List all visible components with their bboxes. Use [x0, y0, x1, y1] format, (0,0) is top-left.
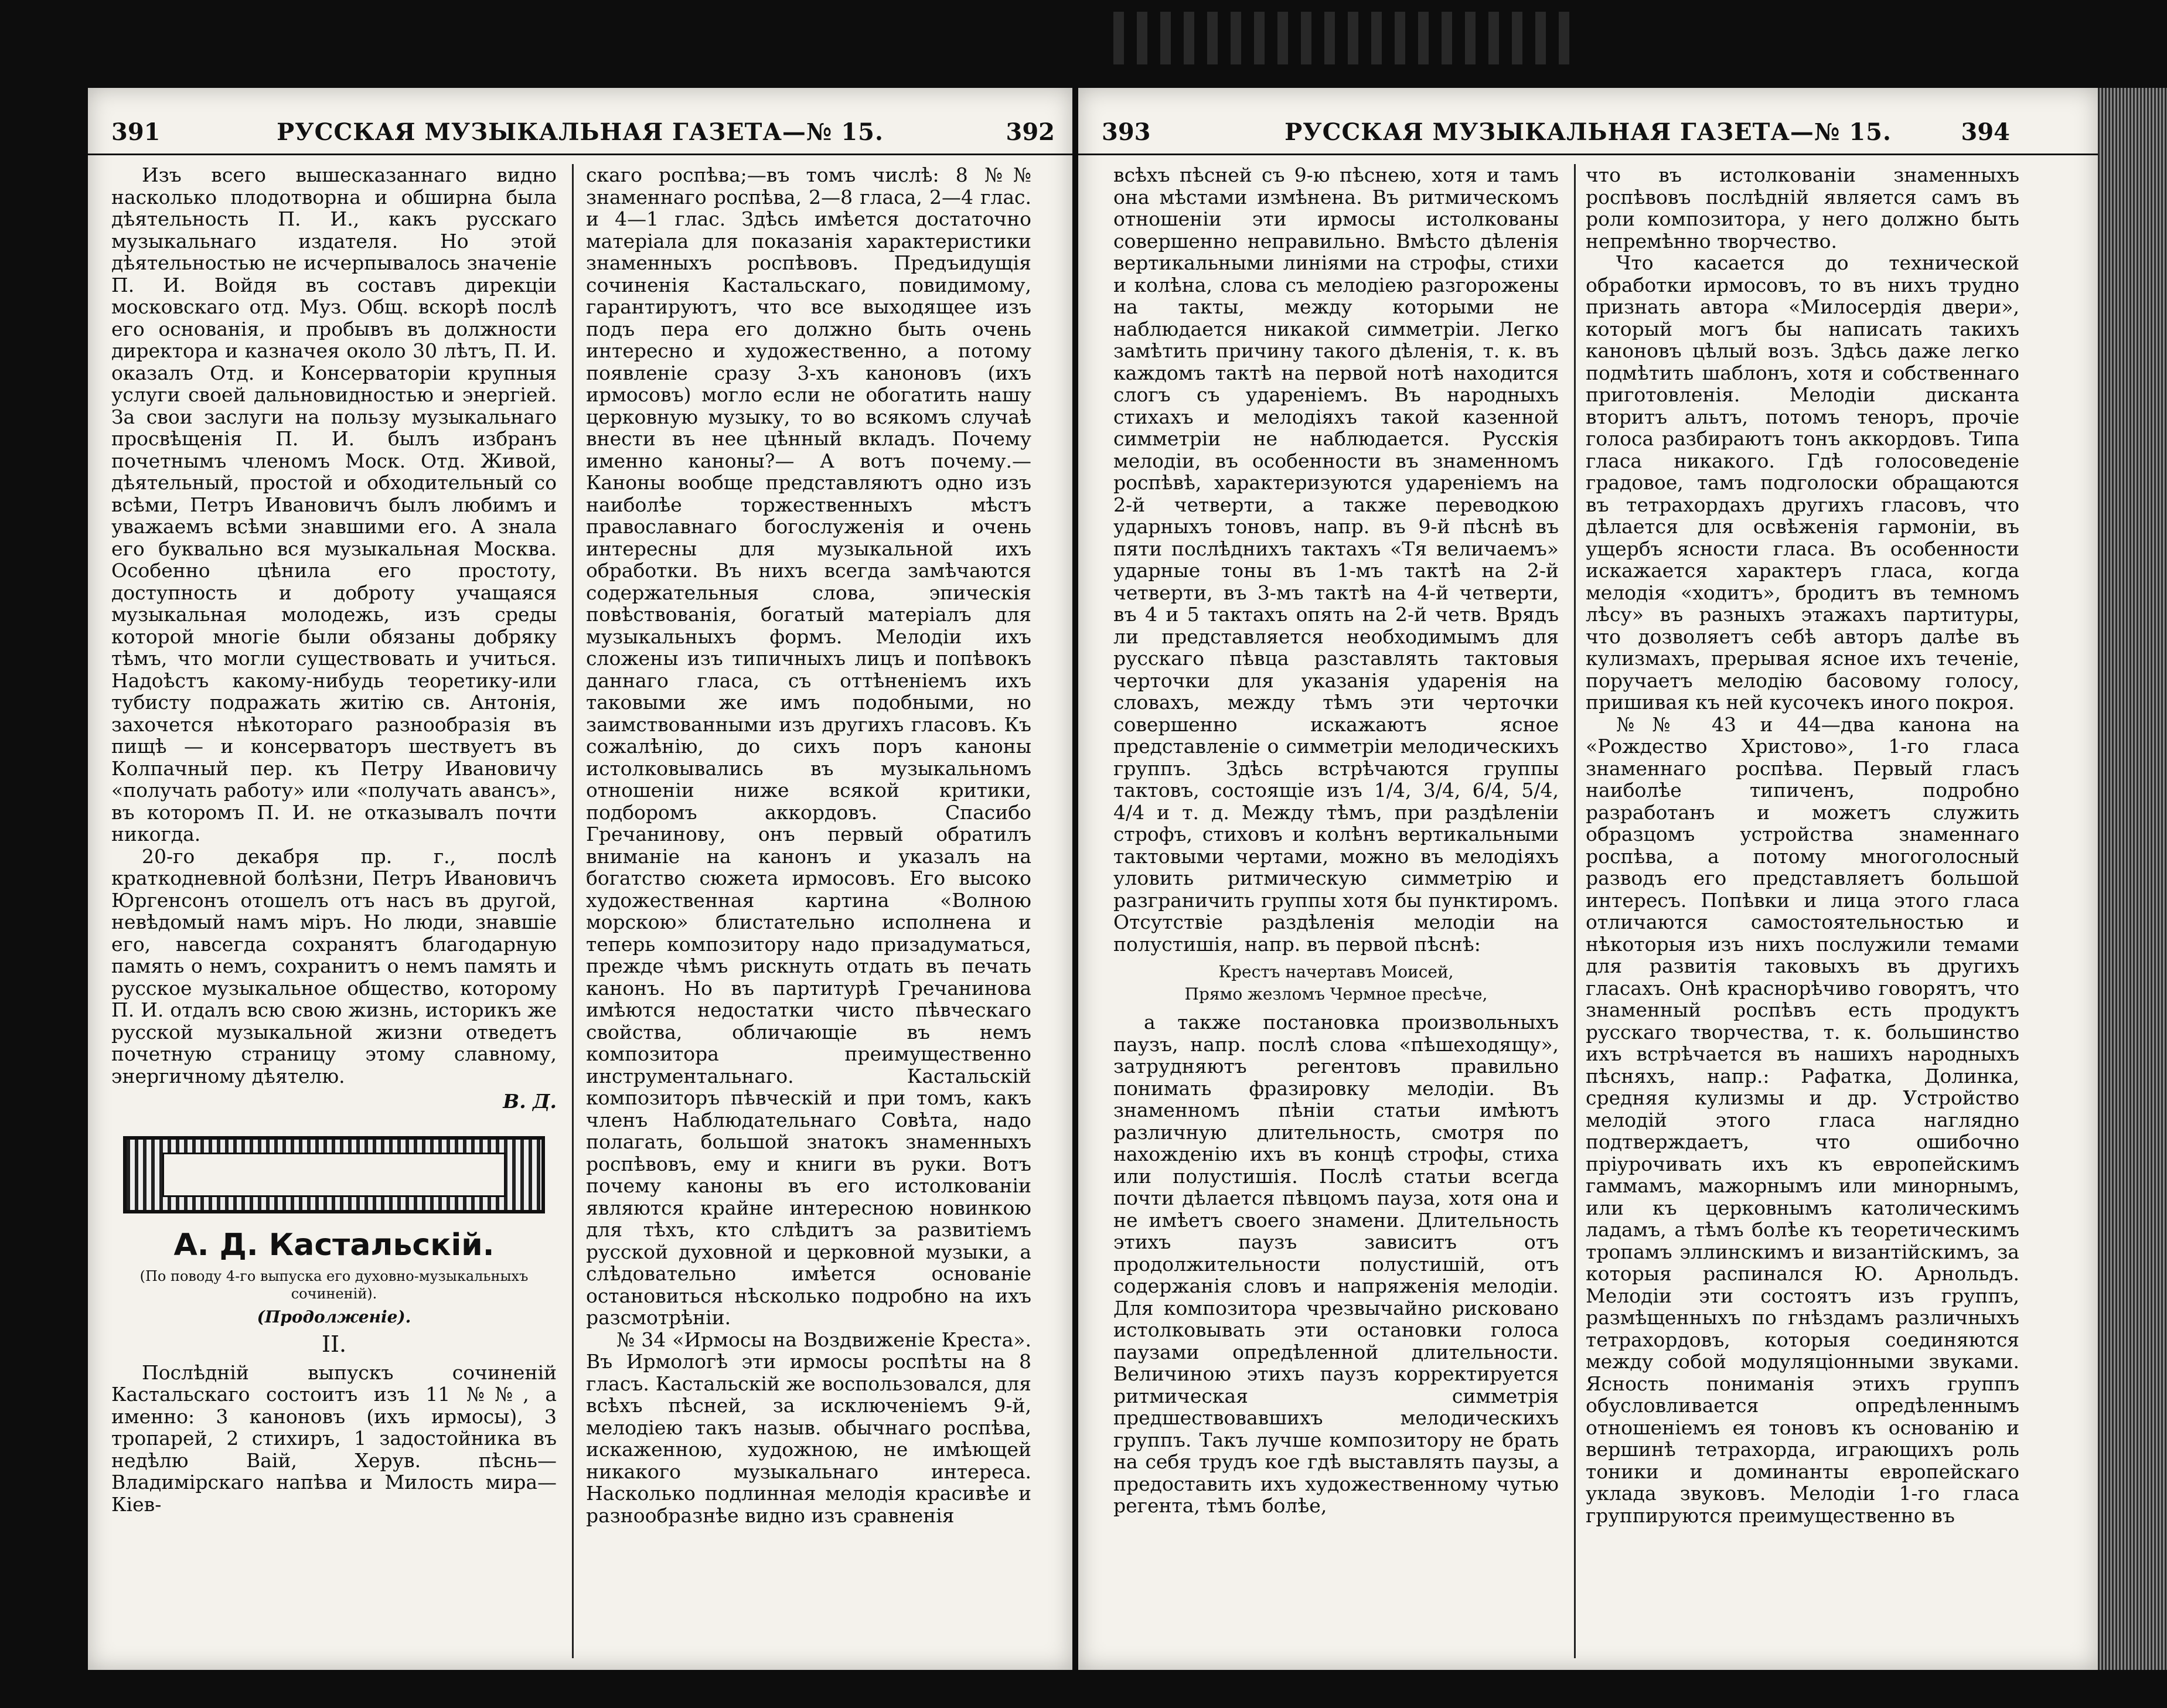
paragraph: Послѣдній выпускъ сочиненій Кастальскаго состоитъ изъ 11 №№, а именно: 3 каноновъ (ихъ ирмосы), 3 тропарей, 2 стихиръ, 1 задостойника въ недѣлю Ваій, Херув. пѣснь— Владимірскаго напѣва и Милость мира—Кіев- [111, 1361, 557, 1516]
paragraph: всѣхъ пѣсней съ 9-ю пѣснею, хотя и тамъ она мѣстами измѣнена. Въ ритмическомъ отношеніи эти ирмосы истолкованы совершенно неправильно. Вмѣсто дѣленія вертикальными линіями на строфы, стихи и колѣна, слова съ мелодіею разгорожены на такты, между которыми не наблюдается никакой симметріи. Легко замѣтить причину такого дѣленія, т. к. въ каждомъ тактѣ на первой нотѣ находится слогъ съ удареніемъ. Въ народныхъ стихахъ и мелодіяхъ такой казенной симметріи не наблюдается. Русскія мелодіи, въ особенности въ знаменномъ роспѣвѣ, характеризуются удареніемъ на 2-й четверти, а также переводкою ударныхъ тоновъ, напр. въ 9-й пѣснѣ въ пяти послѣднихъ тактахъ «Тя величаемъ» ударные тоны въ 1-мъ тактѣ на 2-й четверти, въ 3-мъ тактѣ на 4-й четверти, въ 4 и 5 тактахъ опять на 2-й четв. Врядъ ли представляется необходимымъ для русскаго пѣвца разставлять тактовыя черточки для указанія ударенія на словахъ, между тѣмъ эти черточки совершенно искажаютъ ясное представленіе о симметріи мелодическихъ группъ. Здѣсь встрѣчаются группы тактовъ, состоящіе изъ 1/4, 3/4, 6/4, 5/4, 4/4 и т. д. Между тѣмъ, при раздѣленіи строфъ, стиховъ и колѣнъ вертикальными тактовыми чертами, можно въ мелодіяхъ уловить ритмическую симметрію и разграничить группы хотя бы пунктиромъ. Отсутствіе раздѣленія мелодіи на полустишія, напр. въ первой пѣснѣ: [1113, 164, 1559, 956]
right-page-column-2 [1586, 164, 2019, 1658]
paragraph: №№ 43 и 44—два канона на «Рождество Христово», 1-го гласа знаменнаго роспѣва. Первый гласъ наиболѣе типиченъ, подробно разработанъ и можетъ служить образцомъ устройства знаменнаго роспѣва, а потому многоголосный разводъ его представляетъ большой интересъ. Попѣвки и лица этого гласа отличаются самостоятельностью и нѣкоторыя изъ нихъ послужили темами для развитія таковыхъ въ другихъ гласахъ. Онѣ краснорѣчиво говорятъ, что знаменный роспѣвъ есть продуктъ русскаго творчества, т. к. большинство ихъ встрѣчается въ нашихъ народныхъ пѣсняхъ, напр.: Рафатка, Долинка, средняя кулизмы и др. Устройство мелодій этого гласа наглядно подтверждаетъ, что ошибочно пріурочивать ихъ къ европейскимъ гаммамъ, мажорнымъ или минорнымъ, или къ церковнымъ католическимъ ладамъ, а тѣмъ болѣе къ теоретическимъ тропамъ эллинскимъ и византійскимъ, за которыя распинался Ю. Арнольдъ. Мелодіи эти состоятъ изъ группъ, размѣщенныхъ по гнѣздамъ различныхъ тетрахордовъ, которыя соединяются между собой модуляціонными звуками. Ясность пониманія этихъ группъ обусловливается опредѣленнымъ отношеніемъ ея тоновъ къ основанію и вершинѣ тетрахорда, играющихъ роль тоники и доминанты европейскаго уклада звуковъ. Мелодіи 1-го гласа группируются преимущественно въ [1586, 712, 2019, 1527]
article-section-number: II. [321, 1331, 347, 1357]
column-rule [572, 164, 574, 1658]
page-number-391: 391 [111, 118, 161, 146]
left-page-header [88, 118, 1072, 155]
verse-line: Прямо жезломъ Чермное пресѣче, [1184, 984, 1488, 1004]
page-number-393: 393 [1102, 118, 1151, 146]
newspaper-title: РУССКАЯ МУЗЫКАЛЬНАЯ ГАЗЕТА—№ 15. [277, 118, 884, 146]
left-page-column-1 [111, 164, 557, 1658]
paragraph: 20-го декабря пр. г., послѣ краткодневной болѣзни, Петръ Ивановичъ Юргенсонъ отошелъ отъ насъ въ другой, невѣдомый намъ міръ. Но люди, знавшіе его, навсегда сохранятъ благодарную память о немъ, сохранитъ о немъ память и русское музыкальное общество, которому П. И. отдалъ всю свою жизнь, историкъ же русской музыкальной жизни отведетъ почетную страницу этому славному, энергичному дѣятелю. [111, 844, 557, 1087]
verse-line: Крестъ начертавъ Моисей, [1218, 962, 1454, 981]
paragraph: а также постановка произвольныхъ паузъ, напр. послѣ слова «пѣшеходящу», затрудняютъ регентовъ правильно понимать фразировку мелодіи. Въ знаменномъ пѣніи статьи имѣютъ различную длительность, смотря по нахожденію ихъ въ концѣ строфы, стиха или полустишія. Послѣ статьи всегда почти дѣлается пѣвцомъ пауза, хотя она и не имѣетъ своего знамени. Длительность этихъ паузъ зависитъ отъ продолжительности полустишій, отъ содержанія словъ и напряженія мелодіи. Для композитора чрезвычайно рисковано истолковывать эти остановки голоса паузами опредѣленной длительности. Величиною этихъ паузъ корректируется ритмическая симметрія предшествовавшихъ мелодическихъ группъ. Такъ лучше композитору не брать на себя трудъ кое гдѣ выставлять паузы, а предоставить ихъ художественному чутью регента, тѣмъ болѣе, [1113, 1011, 1559, 1517]
article-continued: (Продолженіе). [257, 1307, 411, 1327]
right-page [1078, 88, 2098, 1670]
article-subtitle: (По поводу 4-го выпуска его духовно-музыкальныхъ сочиненій). [139, 1267, 529, 1302]
page-number-394: 394 [1961, 118, 2010, 146]
scan-artifact [1113, 12, 1582, 64]
left-page [88, 88, 1072, 1670]
paragraph: скаго роспѣва;—въ томъ числѣ: 8 №№ знаменнаго роспѣва, 2—8 гласа, 2—4 глас. и 4—1 глас. Здѣсь имѣется достаточно матеріала для показанія характеристики знаменныхъ роспѣвовъ. Предъидущія сочиненія Кастальскаго, повидимому, гарантируютъ, что все выходящее изъ подъ пера его должно быть очень интересно и художественно, а потому появленіе сразу 3-хъ каноновъ (ихъ ирмосовъ) могло если не обогатить нашу церковную музыку, то во всякомъ случаѣ внести въ нее цѣнный вкладъ. Почему именно каноны?— А вотъ почему.—Каноны вообще представляютъ одно изъ наиболѣе торжественныхъ мѣстъ православнаго богослуженія и очень интересны для музыкальной ихъ обработки. Въ нихъ всегда замѣчаются содержательныя слова, эпическія повѣствованія, богатый матеріалъ для музыкальныхъ формъ. Мелодіи ихъ сложены изъ типичныхъ лицъ и попѣвокъ даннаго гласа, съ оттѣненіемъ ихъ таковыми же имъ подобными, но заимствованными изъ другихъ гласовъ. Къ сожалѣнію, до сихъ поръ каноны истолковывались въ музыкальномъ отношеніи ниже всякой критики, подборомъ аккордовъ. Спасибо Гречанинову, онъ первый обратилъ вниманіе на канонъ и указалъ на богатство сюжета ирмосовъ. Его высоко художественная картина «Волною морскою» блистательно исполнена и теперь композитору надо призадуматься, прежде чѣмъ рискнуть отдать въ печать канонъ. Но въ партитурѣ Гречанинова имѣются недостатки чисто пѣвческаго свойства, обличающіе въ немъ композитора преимущественно инструментальнаго. Кастальскій композиторъ пѣвческій и при томъ, какъ членъ Наблюдательнаго Совѣта, надо полагать, большой знатокъ знаменныхъ роспѣвовъ, ему и книги въ руки. Вотъ почему каноны въ его истолкованіи являются крайне интересною новинкою для тѣхъ, кто слѣдитъ за развитіемъ русской духовной и церковной музыки, а слѣдовательно имѣется основаніе остановиться нѣсколько подробно на ихъ разсмотрѣніи. [586, 164, 1031, 1329]
paragraph: № 34 «Ирмосы на Воздвиженіе Креста». Въ Ирмологѣ эти ирмосы роспѣты на 8 гласъ. Кастальскій же воспользовался, для всѣхъ пѣсней, за исключеніемъ 9-й, мелодіею такъ назыв. обычнаго роспѣва, искаженною, художною, не имѣющей никакого музыкальнаго интереса. Насколько подлинная мелодія красивѣе и разнообразнѣе видно изъ сравненія [586, 1328, 1031, 1527]
book-page-edges [2098, 88, 2167, 1670]
signature: В. Д. [503, 1090, 557, 1113]
left-page-column-2 [586, 164, 1031, 1658]
page-number-392: 392 [1006, 118, 1055, 146]
ornament-center [162, 1153, 506, 1197]
paragraph: Что касается до технической обработки ирмосовъ, то въ нихъ трудно признать автора «Милосердія двери», который могъ бы написать такихъ каноновъ цѣлый возъ. Здѣсь даже легко подмѣтить шаблонъ, хотя и собственнаго приготовленія. Мелодіи дисканта вторитъ альтъ, потомъ теноръ, прочіе голоса разбираютъ тонъ аккордовъ. Типа гласа никакого. Гдѣ голосоведеніе градовое, тамъ подголоски обращаются въ тетрахордахъ другихъ гласовъ, что дѣлается для освѣженія гармоніи, въ ущербъ ясности гласа. Въ особенности искажается характеръ гласа, когда мелодія «ходитъ», бродитъ въ темномъ лѣсу» въ разныхъ этажахъ партитуры, что дозволяетъ себѣ авторъ далѣе въ кулизмахъ, прерывая ясное ихъ теченіе, поручаетъ мелодію басовому голосу, пришивая къ ней кусочекъ иного покроя. [1586, 251, 2019, 714]
right-page-column-1 [1113, 164, 1559, 1658]
paragraph: Изъ всего вышесказаннаго видно насколько плодотворна и обширна была дѣятельность П. И., какъ русскаго музыкальнаго издателя. Но этой дѣятельностью не исчерпывалось значеніе П. И. Войдя въ составъ дирекціи московскаго отд. Муз. Общ. вскорѣ послѣ его основанія, и пробывъ въ должности директора и казначея около 30 лѣтъ, П. И. оказалъ Отд. и Консерваторіи крупныя услуги своей дальновидностью и энергіей. За свои заслуги на пользу музыкальнаго просвѣщенія П. И. былъ избранъ почетнымъ членомъ Моск. Отд. Живой, дѣятельный, простой и обходительный со всѣми, Петръ Ивановичъ былъ любимъ и уважаемъ всѣми знавшими его. А знала его буквально вся музыкальная Москва. Особенно цѣнила его простоту, доступность и доброту учащаяся музыкальная молодежь, изъ среды которой многіе были обязаны добряку тѣмъ, что могли существовать и учиться. Надоѣстъ какому-нибудь теоретику-или тубисту подражать житію св. Антонія, захочется нѣкотораго разнообразія въ пищѣ — и консерваторъ шествуетъ въ Колпачный пер. къ Петру Ивановичу «получать работу» или «получать авансъ», въ которомъ П. И. не отказывалъ почти никогда. [111, 164, 557, 846]
article-title: А. Д. Кастальскій. [173, 1227, 495, 1263]
paragraph: что въ истолкованіи знаменныхъ роспѣвовъ послѣдній является самъ въ роли композитора, у него должно быть непремѣнно творчество. [1586, 164, 2019, 253]
ornament-divider [123, 1136, 545, 1213]
column-rule [1574, 164, 1576, 1658]
right-page-header [1078, 118, 2098, 155]
newspaper-title: РУССКАЯ МУЗЫКАЛЬНАЯ ГАЗЕТА—№ 15. [1284, 118, 1892, 146]
